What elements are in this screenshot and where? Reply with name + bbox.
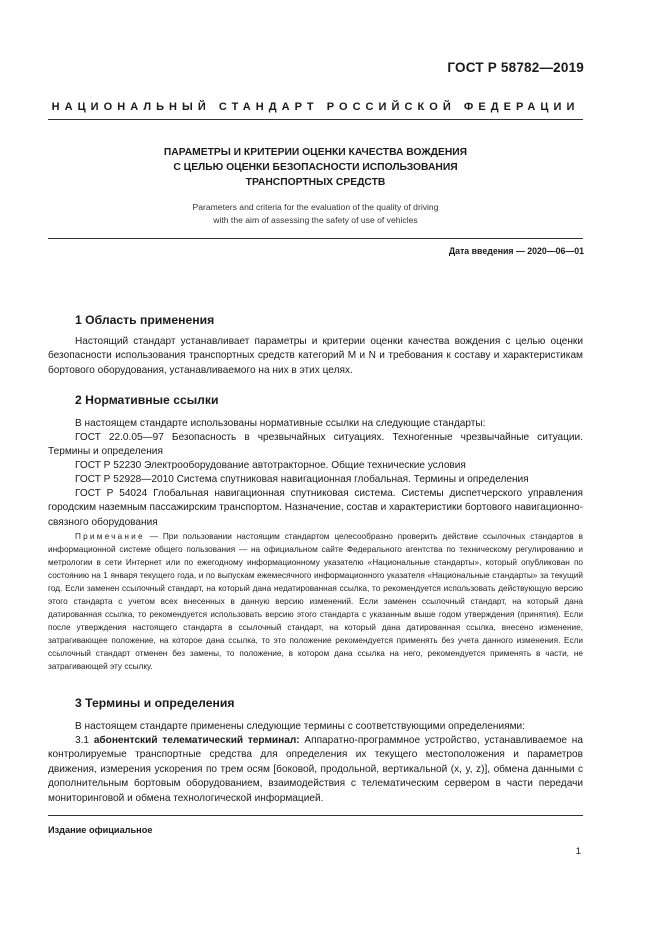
reference-item: ГОСТ 22.0.05—97 Безопасность в чрезвычайных ситуациях. Техногенные чрезвычайные ситуации. Термины и определения: [48, 432, 583, 458]
note-text: — При пользовании настоящим стандартом целесообразно проверить действие ссылочных стандартов в информационной системе общего пользования — на официальном сайте Федерального агентства по техническому регулированию и метрологии в сети Интернет или по ежегодному информационному указателю «Национальные стандарты», который опубликован по состоянию на 1 января текущего года, и по выпускам ежемесячного информационного указателя «Национальные стандарты» за текущий год. Если заменен ссылочный стандарт, на который дана недатированная ссылка, то рекомендуется использовать действующую версию этого стандарта с учетом всех внесенных в данную версию изменений. Если заменен ссылочный стандарт, на который дана датированная ссылка, то рекомендуется использовать версию этого стандарта с указанным выше годом утверждения (принятия). Если после утверждения настоящего стандарта в ссылочный стандарт, на который дана датированная ссылка, внесено изменение, затрагивающее положение, на которое дана ссылка, то это положение рекомендуется применять без учета данного изменения. Если ссылочный стандарт отменен без замены, то положение, в котором дана ссылка на него, рекомендуется применять в части, не затрагивающей эту ссылку.: [48, 532, 583, 671]
introduction-date: Дата введения — 2020—06—01: [448, 246, 584, 256]
reference-item: ГОСТ Р 52230 Электрооборудование автотракторное. Общие технические условия: [75, 460, 466, 471]
footer-divider: [48, 815, 583, 816]
title-en: [48, 201, 583, 226]
title-divider: [48, 238, 583, 239]
reference-item: ГОСТ Р 52928—2010 Система спутниковая навигационная глобальная. Термины и определения: [75, 474, 529, 485]
section-1-text: Настоящий стандарт устанавливает параметры и критерии оценки качества вождения с целью оценки безопасности использования транспортных средств категорий M и N и требования к составу и характеристикам бортового оборудования, устанавливаемого на них в этих целях.: [48, 336, 583, 376]
term-definition: [48, 734, 583, 806]
title-ru-line-2: С ЦЕЛЬЮ ОЦЕНКИ БЕЗОПАСНОСТИ ИСПОЛЬЗОВАНИЯ: [173, 162, 458, 173]
term-definition-text: Аппаратно-программное устройство, устанавливаемое на контролируемые транспортные средства для определения их текущего местоположения и параметров движения, измерения ускорения по трем осям [боковой, продольной, вертикальной (x, y, z)], обмена данными с дополнительным бортовым оборудованием, взаимодействия с телематическим сервером в части передачи мониторинговой и обмена технологической информацией.: [48, 735, 583, 804]
gost-code: ГОСТ Р 58782—2019: [447, 60, 584, 75]
reference-item: ГОСТ Р 54024 Глобальная навигационная спутниковая система. Системы диспетчерского управления городским наземным пассажирским транспортом. Назначение, состав и характеристики бортового навигационно-связного оборудования: [48, 488, 583, 528]
section-3-intro: В настоящем стандарте применены следующие термины с соответствующими определениями:: [75, 721, 525, 732]
title-ru: [48, 145, 583, 190]
section-2-intro: В настоящем стандарте использованы нормативные ссылки на следующие стандарты:: [75, 418, 486, 429]
page-number: 1: [575, 846, 581, 857]
official-edition-label: Издание официальное: [48, 825, 153, 835]
title-en-line-1: Parameters and criteria for the evaluation of the quality of driving: [192, 202, 439, 212]
title-ru-line-3: ТРАНСПОРТНЫХ СРЕДСТВ: [245, 177, 386, 188]
section-3-heading: 3 Термины и определения: [75, 696, 235, 710]
note-label: Примечание: [75, 532, 145, 541]
section-1-heading: 1 Область применения: [75, 313, 215, 327]
term-name: абонентский телематический терминал:: [93, 735, 300, 746]
section-2-heading: 2 Нормативные ссылки: [75, 393, 219, 407]
reference-note: [48, 531, 583, 673]
term-number: 3.1: [75, 735, 90, 746]
title-ru-line-1: ПАРАМЕТРЫ И КРИТЕРИИ ОЦЕНКИ КАЧЕСТВА ВОЖДЕНИЯ: [163, 147, 468, 158]
title-en-line-2: with the aim of assessing the safety of use of vehicles: [213, 214, 418, 225]
top-divider: [48, 119, 583, 120]
national-standard-banner: НАЦИОНАЛЬНЫЙ СТАНДАРТ РОССИЙСКОЙ ФЕДЕРАЦИИ: [51, 101, 580, 113]
